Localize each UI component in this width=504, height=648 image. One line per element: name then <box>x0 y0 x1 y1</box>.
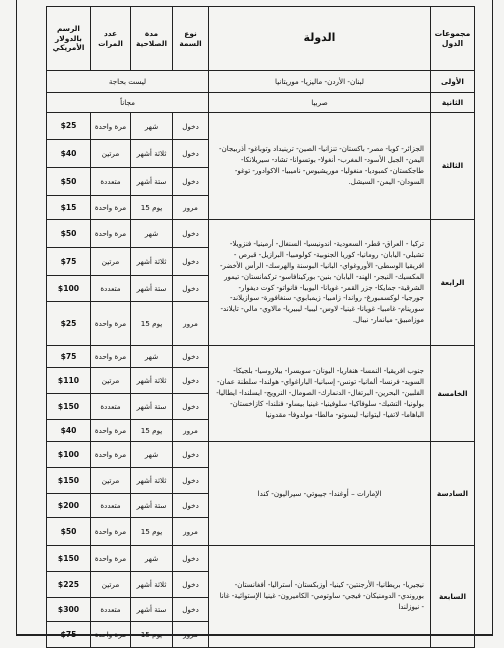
validity-cell: شهر <box>131 442 173 468</box>
visa-type-cell: دخول <box>173 494 209 518</box>
validity-cell: ثلاثة أشهر <box>131 368 173 394</box>
entries-cell: مرة واحدة <box>91 113 131 140</box>
entries-cell: متعددة <box>91 598 131 622</box>
fee-cell: $75 <box>47 346 91 368</box>
page-left-border <box>16 0 17 636</box>
visa-fees-table <box>46 6 475 648</box>
fee-cell: $75 <box>47 622 91 648</box>
header-groups: مجموعات الدول <box>431 7 475 71</box>
entries-cell: مرتين <box>91 368 131 394</box>
group-row-1 <box>47 71 475 93</box>
visa-type-cell: دخول <box>173 368 209 394</box>
group-1-label: الأولى <box>431 71 475 93</box>
fee-cell: $300 <box>47 598 91 622</box>
validity-cell: 15 يوم <box>131 622 173 648</box>
visa-type-cell: مرور <box>173 518 209 546</box>
validity-cell: ثلاثة أشهر <box>131 572 173 598</box>
entries-cell: مرة واحدة <box>91 302 131 346</box>
entries-cell: مرة واحدة <box>91 220 131 248</box>
group-2-note: مجاناً <box>47 93 209 113</box>
group-6-countries: الإمارات – أوغندا- جيبوتي- سيراليون- كندا <box>209 442 431 546</box>
header-fee: الرسم بالدولار الأمريكي <box>47 7 91 71</box>
entries-cell: مرة واحدة <box>91 346 131 368</box>
fee-cell: $225 <box>47 572 91 598</box>
validity-cell: ثلاثة أشهر <box>131 140 173 168</box>
fee-cell: $50 <box>47 168 91 196</box>
header-country: الدولة <box>209 7 431 71</box>
header-visa-type: نوع السمة <box>173 7 209 71</box>
fee-cell: $100 <box>47 442 91 468</box>
fee-cell: $50 <box>47 518 91 546</box>
fee-cell: $100 <box>47 276 91 302</box>
entries-cell: مرة واحدة <box>91 622 131 648</box>
table-row <box>47 220 475 248</box>
entries-cell: متعددة <box>91 394 131 420</box>
validity-cell: شهر <box>131 546 173 572</box>
validity-cell: ستة أشهر <box>131 168 173 196</box>
visa-type-cell: دخول <box>173 394 209 420</box>
header-row <box>47 7 475 71</box>
header-validity: مدة الصلاحية <box>131 7 173 71</box>
table-row <box>47 442 475 468</box>
fee-cell: $25 <box>47 113 91 140</box>
validity-cell: ستة أشهر <box>131 598 173 622</box>
group-3-countries: الجزائر- كوبا- مصر- باكستان- تنزانيا- الصين- ترينيداد وتوباغو- أذربيجان- اليمن- الجبل الأسود- المغرب- أنغولا- بوتسوانا- تشاد- سيريلانكا- طاجكستان- كمبوديا- منغوليا- موريشيوس- ناميبيا- الاكوادور- توغو- السودان- اليمن- السيشل. <box>209 113 431 220</box>
group-5-countries: جنوب افريقيا- النمسا- هنغاريا- اليونان- سويسرا- بيلاروسيا- بلجيكا- السويد- فرنسا- ألمانيا- تونس- إسبانيا- الباراغواي- هولندا- سلطنة عمان- الفلبين- البحرين- البرتغال- الدنمارك- الصومال- النرويج- ايسلندا- ايطاليا- بولونيا- التشيك- سلوفاكيا- سلوفينيا- غينيا بيساو- فنلندا- كازاخستان- الباهاما- لاتفيا- ليتوانيا- ليسوتو- مالطا- مولدوفا- مقدونيا <box>209 346 431 442</box>
fee-cell: $150 <box>47 546 91 572</box>
table-row <box>47 113 475 140</box>
validity-cell: ثلاثة أشهر <box>131 248 173 276</box>
group-7-countries: نيجيريا- بريطانيا- الأرجنتين- كينيا- أوزبكستان- أستراليا- أفغانستان- بوروندي- الدومنيكان- فيجي- ساوتومي- الكاميرون- غينيا الإستوائية- غانا - نيوزلندا <box>209 546 431 648</box>
visa-type-cell: دخول <box>173 168 209 196</box>
validity-cell: ستة أشهر <box>131 394 173 420</box>
group-6-label: السادسة <box>431 442 475 546</box>
validity-cell: شهر <box>131 220 173 248</box>
group-1-countries: لبنان- الأردن- ماليزيا- موريتانيا <box>209 71 431 93</box>
entries-cell: متعددة <box>91 494 131 518</box>
group-5-label: الخامسة <box>431 346 475 442</box>
visa-type-cell: دخول <box>173 442 209 468</box>
validity-cell: 15 يوم <box>131 518 173 546</box>
fee-cell: $25 <box>47 302 91 346</box>
visa-type-cell: دخول <box>173 220 209 248</box>
validity-cell: 15 يوم <box>131 302 173 346</box>
group-7-label: السابعة <box>431 546 475 648</box>
entries-cell: مرتين <box>91 572 131 598</box>
entries-cell: متعددة <box>91 168 131 196</box>
visa-type-cell: دخول <box>173 113 209 140</box>
visa-type-cell: دخول <box>173 140 209 168</box>
validity-cell: 15 يوم <box>131 420 173 442</box>
visa-type-cell: مرور <box>173 622 209 648</box>
header-entries: عدد المرات <box>91 7 131 71</box>
group-4-label: الرابعة <box>431 220 475 346</box>
validity-cell: ستة أشهر <box>131 276 173 302</box>
page-right-border <box>492 0 493 636</box>
visa-type-cell: دخول <box>173 546 209 572</box>
fee-cell: $40 <box>47 140 91 168</box>
visa-type-cell: مرور <box>173 196 209 220</box>
fee-cell: $150 <box>47 468 91 494</box>
table-row <box>47 546 475 572</box>
visa-type-cell: دخول <box>173 468 209 494</box>
group-2-countries: صربيا <box>209 93 431 113</box>
visa-type-cell: دخول <box>173 276 209 302</box>
fee-cell: $50 <box>47 220 91 248</box>
group-1-note: ليست بحاجة <box>47 71 209 93</box>
entries-cell: مرة واحدة <box>91 420 131 442</box>
entries-cell: مرة واحدة <box>91 518 131 546</box>
entries-cell: متعددة <box>91 276 131 302</box>
validity-cell: 15 يوم <box>131 196 173 220</box>
validity-cell: شهر <box>131 346 173 368</box>
group-2-label: الثانية <box>431 93 475 113</box>
visa-type-cell: مرور <box>173 420 209 442</box>
validity-cell: شهر <box>131 113 173 140</box>
entries-cell: مرة واحدة <box>91 196 131 220</box>
group-row-2 <box>47 93 475 113</box>
fee-cell: $40 <box>47 420 91 442</box>
visa-type-cell: دخول <box>173 598 209 622</box>
validity-cell: ثلاثة أشهر <box>131 468 173 494</box>
fee-cell: $200 <box>47 494 91 518</box>
visa-type-cell: مرور <box>173 302 209 346</box>
fee-cell: $15 <box>47 196 91 220</box>
entries-cell: مرتين <box>91 140 131 168</box>
group-4-countries: تركيا - العراق- قطر- السعودية- اندونيسيا- السنغال- أرمينيا- فنزويلا- تشيلي- اليابان- رومانيا- كوريا الجنوبية- كولومبيا- البرازيل- قبرص - افريقيا الوسطى- الأوروغواي- البانيا- البوسنة والهرسك- الرأس الأخضر- المكسيك- النيجر- الهند- اليابان- بنين- بوركينافاسو- تركمانستان- تيمور الشرقية- جمايكا- جزر القمر- غويانا- اليوبيا- فانواتو- كوت ديفوار- جورجيا- لوكسمبورغ- رواندا- زامبيا- زيمبابوي- سنغافورة- سوازيلاند- سورينام- غامبيا- غويانا- غينيا- لاوس- ليبيا- ليبيريا- مالاوي- مالي- تايلاند- موزامبيق- ميانمار- نيبال. <box>209 220 431 346</box>
entries-cell: مرة واحدة <box>91 546 131 572</box>
table-row <box>47 346 475 368</box>
validity-cell: ستة أشهر <box>131 494 173 518</box>
group-3-label: الثالثة <box>431 113 475 220</box>
fee-cell: $75 <box>47 248 91 276</box>
visa-type-cell: دخول <box>173 572 209 598</box>
visa-type-cell: دخول <box>173 248 209 276</box>
entries-cell: مرة واحدة <box>91 442 131 468</box>
fee-cell: $110 <box>47 368 91 394</box>
entries-cell: مرتين <box>91 468 131 494</box>
visa-type-cell: دخول <box>173 346 209 368</box>
entries-cell: مرتين <box>91 248 131 276</box>
fee-cell: $150 <box>47 394 91 420</box>
